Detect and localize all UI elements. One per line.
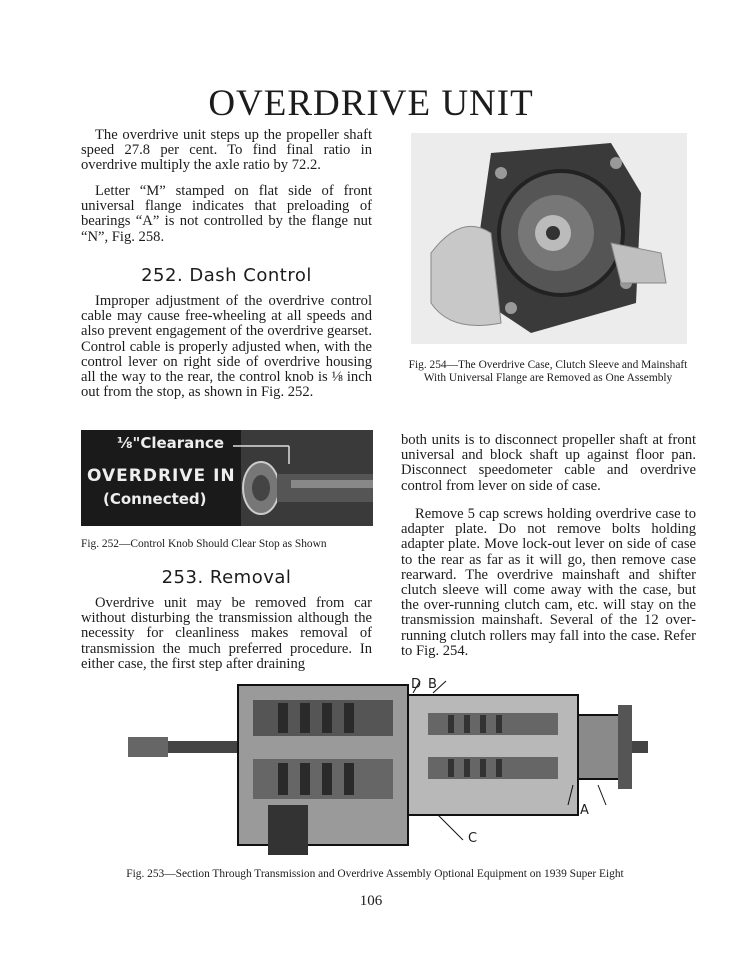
overdrive-in-label: OVERDRIVE IN <box>87 466 236 486</box>
fig-253-caption: Fig. 253—Section Through Transmission and Overdrive Assembly Optional Equipment on 1939 Super Eight <box>126 868 624 880</box>
continued-paragraph-1: both units is to disconnect propeller shaft at front universal and block shaft up against floor pan. Disconnect speedometer cable and overdrive control from lever on side of case. <box>401 432 696 494</box>
fig-252-photo <box>81 430 373 526</box>
page-number: 106 <box>359 893 383 909</box>
section-253-paragraph: Overdrive unit may be removed from car without disturbing the transmission although the necessity for cleanliness makes removal of transmission the much preferred procedure. In either case, the first step after draining <box>81 595 372 672</box>
continued-paragraph-2: Remove 5 cap screws holding overdrive case to adapter plate. Do not remove bolts holding adapter plate. Move lock-out lever on side of case to the rear as far as it will go, then remove case rearward. The overdrive mainshaft and shifter clutch sleeve will come away with the case, but the over-running clutch cam, etc. will stay on the transmission mainshaft. Several of the 12 over-running clutch rollers may fall into the case. Refer to Fig. 254. <box>401 506 696 659</box>
fig-254-caption: Fig. 254—The Overdrive Case, Clutch Sleeve and Mainshaft With Universal Flange are Removed as One Assembly <box>408 359 688 384</box>
overdrive-case-illustration <box>411 133 687 344</box>
fig-253-illustration <box>128 675 668 865</box>
fig-252-caption: Fig. 252—Control Knob Should Clear Stop as Shown <box>81 538 327 550</box>
section-252-heading: 252. Dash Control <box>141 265 312 286</box>
intro-paragraph-1: The overdrive unit steps up the propeller shaft speed 27.8 per cent. To find final ratio in overdrive multiply the axle ratio by 72.2. <box>81 127 372 174</box>
connected-label: (Connected) <box>103 490 207 508</box>
label-a: A <box>580 803 589 818</box>
section-252-paragraph: Improper adjustment of the overdrive control cable may cause free-wheeling at all speeds and also prevent engagement of the overdrive gearset. Control cable is properly adjusted when, with the control lever on right side of overdrive housing all the way to the rear, the control knob is ⅛ inch out from the stop, as shown in Fig. 252. <box>81 293 372 401</box>
clearance-label: ⅛"Clearance <box>117 434 225 452</box>
label-c: C <box>468 831 478 846</box>
transmission-section-drawing <box>128 675 668 865</box>
label-d: D <box>411 677 422 692</box>
section-253-heading: 253. Removal <box>161 567 292 588</box>
label-b: B <box>428 677 437 692</box>
fig-254-photo <box>411 133 687 344</box>
page-title: OVERDRIVE UNIT <box>208 83 534 124</box>
intro-paragraph-2: Letter “M” stamped on flat side of front universal flange indicates that preloading of bearings “A” is not controlled by the flange nut “N”, Fig. 258. <box>81 183 372 245</box>
